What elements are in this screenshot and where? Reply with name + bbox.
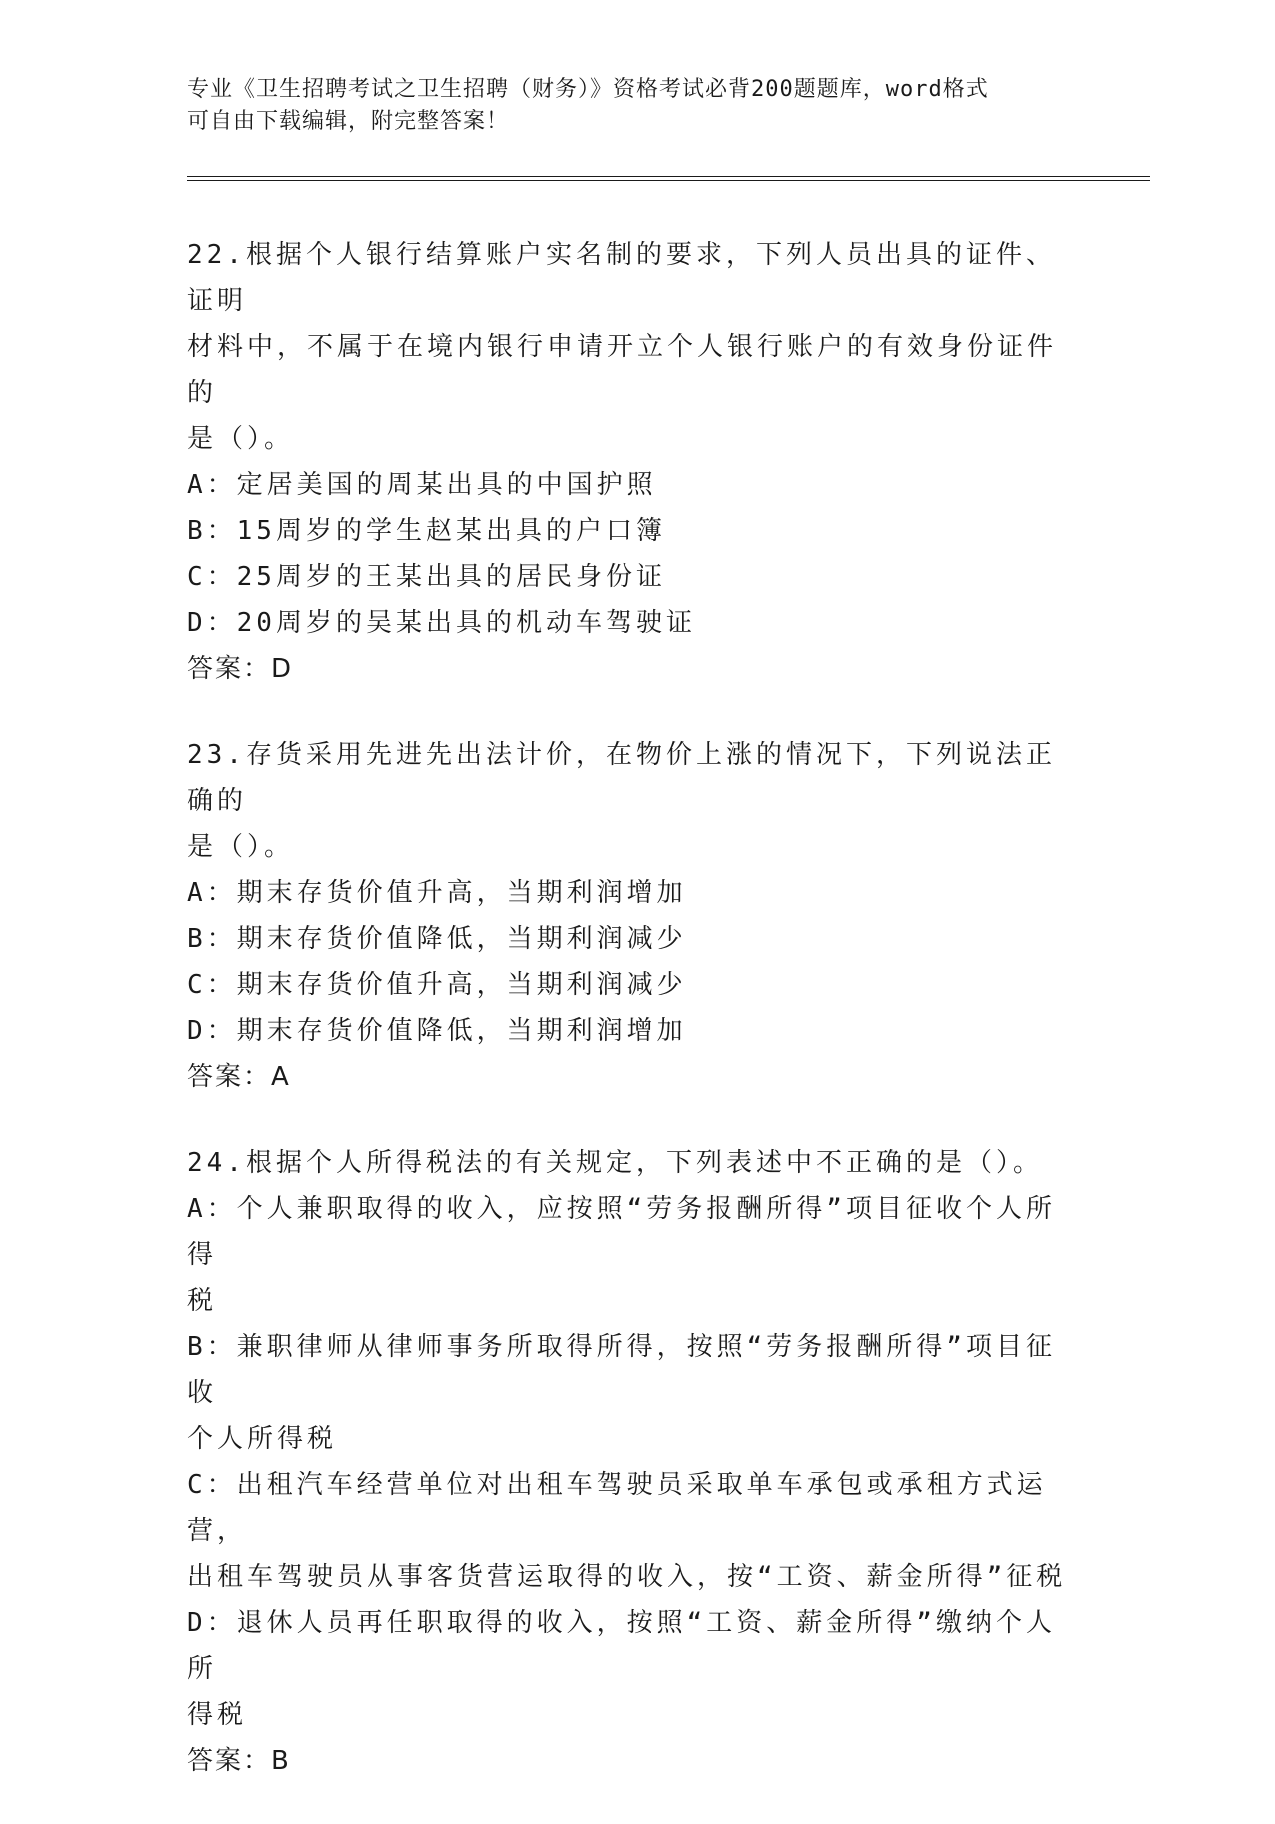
option-d: D：退休人员再任职取得的收入，按照“工资、薪金所得”缴纳个人所 <box>187 1608 1056 1684</box>
document-header <box>187 74 1067 138</box>
question-stem-line: 是（）。 <box>187 424 295 454</box>
question-stem-line: 23.存货采用先进先出法计价，在物价上涨的情况下，下列说法正确的 <box>187 740 1056 816</box>
answer-line: 答案：B <box>187 1746 291 1776</box>
question-23 <box>187 732 1067 1100</box>
question-stem-line: 22.根据个人银行结算账户实名制的要求，下列人员出具的证件、证明 <box>187 240 1056 316</box>
option-c: C：期末存货价值升高，当期利润减少 <box>187 970 687 1000</box>
option-a-continued: 税 <box>187 1286 218 1316</box>
option-d: D：20周岁的吴某出具的机动车驾驶证 <box>187 608 696 638</box>
answer-line: 答案：A <box>187 1062 291 1092</box>
option-b: B：兼职律师从律师事务所取得所得，按照“劳务报酬所得”项目征收 <box>187 1332 1056 1408</box>
question-24 <box>187 1140 1067 1784</box>
option-b: B：15周岁的学生赵某出具的户口簿 <box>187 516 666 546</box>
header-title-line-2: 可自由下载编辑，附完整答案！ <box>187 109 510 134</box>
option-c-continued: 出租车驾驶员从事客货营运取得的收入，按“工资、薪金所得”征税 <box>187 1562 1067 1592</box>
question-list <box>187 232 1067 1824</box>
question-stem-line: 24.根据个人所得税法的有关规定，下列表述中不正确的是（）。 <box>187 1148 1043 1178</box>
question-stem-line: 是（）。 <box>187 832 295 862</box>
option-c: C：出租汽车经营单位对出租车驾驶员采取单车承包或承租方式运营， <box>187 1470 1047 1546</box>
header-title-line-1: 专业《卫生招聘考试之卫生招聘（财务）》资格考试必背200题题库，word格式 <box>187 77 989 102</box>
option-d: D：期末存货价值降低，当期利润增加 <box>187 1016 687 1046</box>
option-a: A：期末存货价值升高，当期利润增加 <box>187 878 687 908</box>
option-b-continued: 个人所得税 <box>187 1424 338 1454</box>
question-stem-line: 材料中，不属于在境内银行申请开立个人银行账户的有效身份证件的 <box>187 332 1058 408</box>
option-c: C：25周岁的王某出具的居民身份证 <box>187 562 666 592</box>
option-a: A：个人兼职取得的收入，应按照“劳务报酬所得”项目征收个人所得 <box>187 1194 1056 1270</box>
question-22 <box>187 232 1067 692</box>
answer-line: 答案：D <box>187 654 294 684</box>
option-a: A：定居美国的周某出具的中国护照 <box>187 470 657 500</box>
header-divider <box>187 176 1150 181</box>
option-d-continued: 得税 <box>187 1700 248 1730</box>
option-b: B：期末存货价值降低，当期利润减少 <box>187 924 687 954</box>
